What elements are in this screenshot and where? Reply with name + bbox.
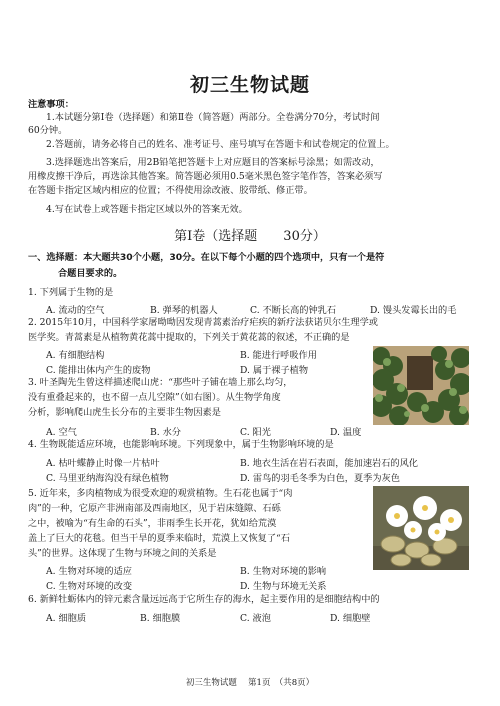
q2-option-c: C. 能排出体内产生的废物	[46, 365, 151, 376]
q5-stem-1: 5. 近年来，多肉植物成为很受欢迎的观赏植物。生石花也属于“肉	[28, 488, 293, 499]
q6-option-b: B. 细胞膜	[140, 613, 181, 624]
q5-option-b: B. 生物对环境的影响	[240, 566, 327, 577]
q5-stem-5: 头”的世界。这体现了生物与环境之间的关系是	[28, 548, 217, 559]
q1-option-c: C. 不断长高的钟乳石	[250, 305, 337, 316]
q3-stem-3: 分析，影响爬山虎生长分布的主要非生物因素是	[28, 407, 221, 418]
notice-line-6: 在答题卡指定区域内相应的位置；不得使用涂改液、胶带纸、修正带。	[28, 185, 313, 196]
q4-option-a: A. 枯叶蝶静止时像一片枯叶	[46, 458, 160, 469]
notice-line-1: 1.本试题分第Ⅰ卷（选择题）和第Ⅱ卷（简答题）两部分。全卷满分70分，考试时间	[46, 112, 380, 123]
page-footer: 初三生物试题 第1页 （共8页）	[185, 678, 315, 688]
part-heading: 第Ⅰ卷（选择题 30分）	[174, 229, 326, 244]
q1-option-b: B. 弹琴的机器人	[150, 305, 218, 316]
q6-stem: 6. 新鲜牡蛎体内的锌元素含量远远高于它所生存的海水，起主要作用的是细胞结构中的	[28, 594, 380, 605]
notice-line-7: 4.写在试卷上或答题卡指定区域以外的答案无效。	[46, 204, 248, 215]
q6-option-c: C. 液泡	[240, 613, 271, 624]
q5-stem-2: 肉”的一种，它原产非洲南部及西南地区，见于岩床缝隙、石砾	[28, 503, 281, 514]
notice-heading: 注意事项：	[28, 99, 74, 110]
section-heading-1: 一、选择题：本大题共30个小题，30分。在以下每个小题的四个选项中，只有一个是符	[28, 252, 385, 263]
q4-stem: 4. 生物既能适应环境，也能影响环境。下列现象中，属于生物影响环境的是	[28, 439, 334, 450]
q3-option-d: D. 温度	[330, 427, 362, 438]
q5-option-c: C. 生物对环境的改变	[46, 581, 133, 592]
notice-line-3: 2.答题前，请务必将自己的姓名、准考证号、座号填写在答题卡和试卷规定的位置上。	[46, 139, 395, 150]
q5-option-d: D. 生物与环境无关系	[240, 581, 327, 592]
q2-option-b: B. 能进行呼吸作用	[240, 350, 317, 361]
q1-stem: 1. 下列属于生物的是	[28, 287, 114, 298]
notice-line-4: 3.选择题选出答案后，用2B铅笔把答题卡上对应题目的答案标号涂黑；如需改动，	[46, 157, 380, 168]
q3-option-b: B. 水分	[150, 427, 181, 438]
q2-option-a: A. 有细胞结构	[46, 350, 105, 361]
q5-stem-4: 盖上了巨大的花毯。但当干旱的夏季来临时，荒漠上又恢复了“石	[28, 533, 290, 544]
q5-stem-3: 之中，被喻为“有生命的石头”，非雨季生长开花，犹如给荒漠	[28, 518, 277, 529]
q3-option-a: A. 空气	[46, 427, 77, 438]
q5-option-a: A. 生物对环境的适应	[46, 566, 132, 577]
q1-option-a: A. 流动的空气	[46, 305, 105, 316]
q1-option-d: D. 馒头发霉长出的毛	[370, 305, 457, 316]
ivy-wall-image	[373, 346, 469, 425]
q4-option-d: D. 雷鸟的羽毛冬季为白色，夏季为灰色	[240, 473, 400, 484]
q6-option-d: D. 细胞壁	[330, 613, 371, 624]
lithops-image	[373, 486, 469, 570]
q2-stem-2: 医学奖。青蒿素是从植物黄花蒿中提取的，下列关于黄花蒿的叙述，不正确的是	[28, 332, 350, 343]
q4-option-b: B. 地衣生活在岩石表面，能加速岩石的风化	[240, 458, 418, 469]
q4-option-c: C. 马里亚纳海沟没有绿色植物	[46, 473, 169, 484]
q3-stem-1: 3. 叶圣陶先生曾这样描述爬山虎：“那些叶子铺在墙上那么均匀，	[28, 377, 293, 388]
section-heading-2: 合题目要求的。	[58, 268, 123, 279]
q2-option-d: D. 属于裸子植物	[240, 365, 309, 376]
page-title: 初三生物试题	[189, 74, 310, 96]
notice-line-2: 60分钟。	[28, 125, 68, 136]
q3-option-c: C. 阳光	[240, 427, 271, 438]
q3-stem-2: 没有重叠起来的，也不留一点儿空隙”（如右图）。从生物学角度	[28, 392, 281, 403]
q6-option-a: A. 细胞质	[46, 613, 87, 624]
q2-stem-1: 2. 2015年10月，中国科学家屠呦呦因发现青蒿素治疗疟疾的新疗法获诺贝尔生理学或	[28, 317, 378, 328]
notice-line-5: 用橡皮擦干净后，再选涂其他答案。简答题必须用0.5毫米黑色签字笔作答，答案必须写	[28, 171, 383, 182]
